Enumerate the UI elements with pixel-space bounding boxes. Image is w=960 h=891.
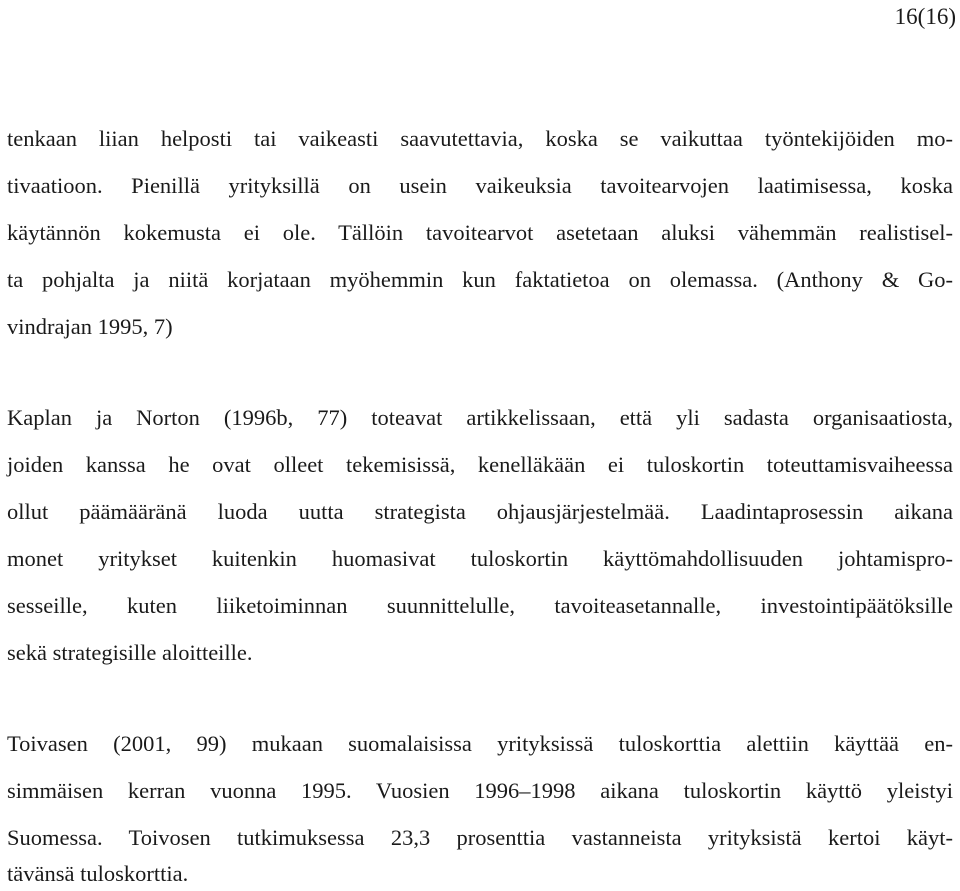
text-line: tivaatioon. Pienillä yrityksillä on usein vaikeuksia tavoitearvojen laatimisessa, koska — [7, 173, 953, 198]
text-line: Toivasen (2001, 99) mukaan suomalaisissa yrityksissä tuloskorttia alettiin käyttää en- — [7, 731, 953, 756]
text-line: joiden kanssa he ovat olleet tekemisissä, kenelläkään ei tuloskortin toteuttamisvaiheessa — [7, 452, 953, 477]
text-line: Suomessa. Toivosen tutkimuksessa 23,3 prosenttia vastanneista yrityksistä kertoi käyt- — [7, 825, 953, 850]
text-line: tävänsä tuloskorttia. — [7, 861, 189, 886]
text-line: tenkaan liian helposti tai vaikeasti saavutettavia, koska se vaikuttaa työntekijöiden mo- — [7, 126, 953, 151]
text-line: käytännön kokemusta ei ole. Tällöin tavoitearvot asetetaan aluksi vähemmän realistisel- — [7, 220, 953, 245]
text-line: Kaplan ja Norton (1996b, 77) toteavat artikkelissaan, että yli sadasta organisaatiosta, — [7, 405, 953, 430]
text-line: simmäisen kerran vuonna 1995. Vuosien 1996–1998 aikana tuloskortin käyttö yleistyi — [7, 778, 953, 803]
page-number: 16(16) — [894, 4, 956, 29]
text-line: sekä strategisille aloitteille. — [7, 640, 253, 665]
text-line: vindrajan 1995, 7) — [7, 314, 173, 339]
text-line: sesseille, kuten liiketoiminnan suunnittelulle, tavoiteasetannalle, investointipäätöksille — [7, 593, 953, 618]
text-line: monet yritykset kuitenkin huomasivat tuloskortin käyttömahdollisuuden johtamispro- — [7, 546, 953, 571]
text-line: ollut päämääränä luoda uutta strategista ohjausjärjestelmää. Laadintaprosessin aikana — [7, 499, 953, 524]
text-line: ta pohjalta ja niitä korjataan myöhemmin kun faktatietoa on olemassa. (Anthony & Go- — [7, 267, 953, 292]
